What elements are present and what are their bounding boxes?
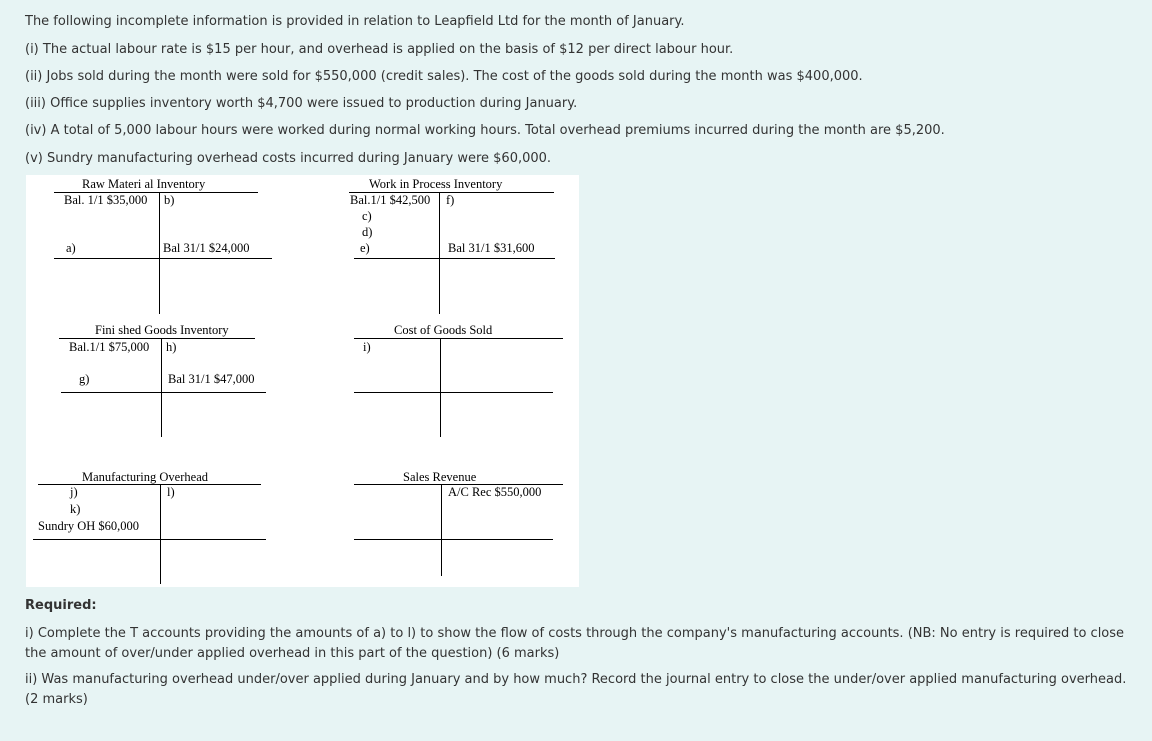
wip-balance-divider: [439, 258, 440, 314]
wip-debit-d: d): [362, 225, 373, 239]
moh-title: Manufacturing Overhead: [82, 470, 208, 484]
wip-balance-rule: [354, 258, 555, 259]
fg-balance-divider: [161, 392, 162, 437]
fg-top-rule: [59, 338, 255, 339]
info-item-5: (v) Sundry manufacturing overhead costs incurred during January were $60,000.: [25, 151, 552, 166]
fg-credit-h: h): [166, 340, 177, 354]
moh-sundry: Sundry OH $60,000: [38, 519, 140, 533]
info-item-4: (iv) A total of 5,000 labour hours were worked during normal working hours. Total overhead premiums incurred during the month are $5,200.: [25, 123, 945, 138]
fg-debit-g: g): [79, 372, 90, 386]
wip-opening: Bal.1/1 $42,500: [350, 193, 431, 207]
fg-balance-rule: [61, 392, 266, 393]
moh-debit-k: k): [70, 502, 81, 516]
cogs-top-rule: [354, 338, 563, 339]
required-part-ii: ii) Was manufacturing overhead under/over applied during January and by how much? Record the journal entry to close the under/over applied manufacturing overhead. (2 marks): [25, 672, 1127, 707]
moh-credit-l: l): [167, 485, 175, 499]
moh-balance-rule: [33, 539, 266, 540]
wip-credit-f: f): [446, 193, 455, 207]
cogs-debit-i: i): [363, 340, 371, 354]
raw-opening: Bal. 1/1 $35,000: [64, 193, 148, 207]
moh-divider: [160, 484, 161, 584]
raw-title: Raw Materi al Inventory: [82, 177, 206, 191]
moh-debit-j: j): [70, 485, 78, 499]
raw-balance-rule: [54, 258, 272, 259]
raw-closing: Bal 31/1 $24,000: [163, 241, 250, 255]
raw-divider: [159, 192, 160, 258]
t-accounts-figure: [26, 175, 579, 587]
fg-opening: Bal.1/1 $75,000: [69, 340, 150, 354]
wip-closing: Bal 31/1 $31,600: [448, 241, 535, 255]
wip-title: Work in Process Inventory: [369, 177, 503, 191]
wip-debit-e: e): [360, 241, 370, 255]
intro-text: The following incomplete information is provided in relation to Leapfield Ltd for the month of January.: [25, 14, 685, 29]
wip-divider: [439, 192, 440, 258]
required-part-i: i) Complete the T accounts providing the amounts of a) to l) to show the flow of costs through the company's manufacturing accounts. (NB: No entry is required to close the amount of over/under applied overhead in this part of the question) (6 marks): [25, 626, 1125, 661]
info-item-3: (iii) Office supplies inventory worth $4,700 were issued to production during January.: [25, 96, 578, 111]
cogs-title: Cost of Goods Sold: [394, 323, 493, 337]
sales-balance-rule: [354, 539, 553, 540]
info-item-1: (i) The actual labour rate is $15 per hour, and overhead is applied on the basis of $12 per direct labour hour.: [25, 42, 734, 57]
sales-title: Sales Revenue: [403, 470, 477, 484]
info-item-2: (ii) Jobs sold during the month were sold for $550,000 (credit sales). The cost of the goods sold during the month was $400,000.: [25, 69, 863, 84]
wip-debit-c: c): [362, 209, 372, 223]
raw-balance-divider: [159, 258, 160, 314]
raw-debit-a: a): [66, 241, 76, 255]
sales-divider: [441, 484, 442, 576]
fg-closing: Bal 31/1 $47,000: [168, 372, 255, 386]
raw-credit-b: b): [164, 193, 175, 207]
cogs-balance-rule: [354, 392, 553, 393]
cogs-divider: [440, 338, 441, 437]
fg-title: Fini shed Goods Inventory: [95, 323, 229, 337]
required-heading: Required:: [25, 598, 97, 613]
sales-credit: A/C Rec $550,000: [448, 485, 542, 499]
